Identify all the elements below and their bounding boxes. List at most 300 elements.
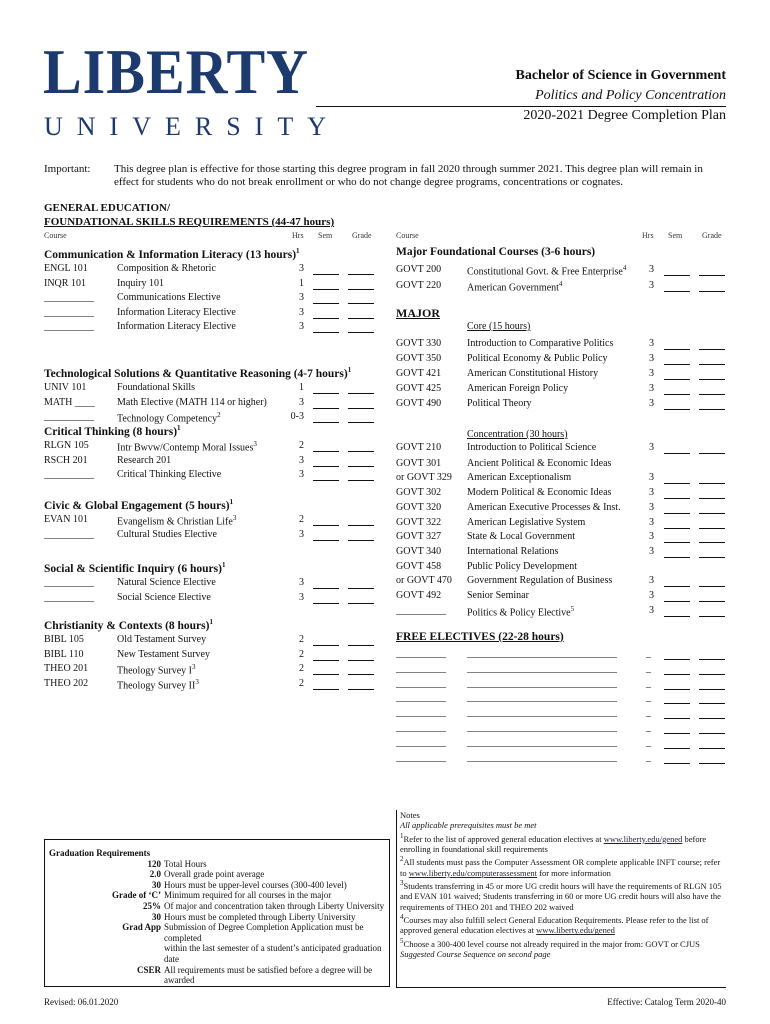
- grade-blank: [699, 275, 725, 276]
- sem-blank: [664, 409, 690, 410]
- left-section-title-5: [44, 618, 213, 632]
- free-elective-code-blank: __________: [396, 736, 446, 748]
- grade-blank: [699, 748, 725, 749]
- course-code: __________: [44, 411, 94, 423]
- grade-blank: [348, 332, 374, 333]
- course-name-sup: 3: [192, 663, 196, 672]
- course-name-text: American Government: [467, 282, 559, 294]
- free-elective-hrs-blank: _: [646, 662, 651, 674]
- course-name-text: Government Regulation of Business: [467, 575, 613, 586]
- grade-blank: [348, 466, 374, 467]
- sem-blank: [664, 542, 690, 543]
- course-name-text: Introduction to Comparative Politics: [467, 338, 614, 349]
- grad-req-row: [49, 890, 385, 901]
- gened-link-2[interactable]: www.liberty.edu/gened: [536, 925, 615, 936]
- section-title-text: Christianity & Contexts (8 hours): [44, 619, 210, 632]
- grade-blank: [699, 291, 725, 292]
- course-name-text: Natural Science Elective: [117, 577, 216, 588]
- course-code: __________: [44, 306, 94, 318]
- sem-blank: [313, 689, 339, 690]
- plan-title: 2020-2021 Degree Completion Plan: [523, 108, 726, 123]
- course-name: [467, 264, 626, 277]
- notes-box: [396, 810, 726, 988]
- course-code: ENGL 101: [44, 263, 88, 274]
- course-hours: 3: [649, 590, 654, 601]
- sem-blank: [313, 318, 339, 319]
- liberty-logo-wordmark: LIBERTY: [43, 35, 310, 108]
- course-hours: 2: [299, 677, 304, 689]
- course-name-text: Theology Survey II: [117, 680, 196, 692]
- sem-blank: [664, 557, 690, 558]
- col-grade-left: Grade: [352, 231, 372, 240]
- grade-blank: [699, 483, 725, 484]
- course-code: RSCH 201: [44, 454, 88, 466]
- course-hours: 0-3: [290, 411, 304, 423]
- course-name: [467, 353, 608, 364]
- left-section-title-4: [44, 561, 225, 575]
- grade-blank: [699, 542, 725, 543]
- course-code: INQR 101: [44, 277, 86, 289]
- sem-blank: [313, 645, 339, 646]
- course-code: MATH ____: [44, 396, 95, 408]
- free-elective-hrs-blank: _: [646, 722, 651, 733]
- grad-req-value: Minimum required for all courses in the major: [164, 890, 332, 901]
- course-name-text: Math Elective (MATH 114 or higher): [117, 396, 267, 408]
- sem-blank: [664, 718, 690, 719]
- course-hours: 3: [299, 528, 304, 540]
- course-hours: 2: [299, 648, 304, 660]
- course-name-text: Information Literacy Elective: [117, 306, 236, 318]
- course-name: [117, 634, 206, 645]
- free-elective-hrs-blank: _: [646, 677, 651, 689]
- sem-blank: [313, 451, 339, 452]
- course-name-text: Constitutional Govt. & Free Enterprise: [467, 266, 623, 278]
- grade-blank: [699, 364, 725, 365]
- course-name-text: Senior Seminar: [467, 590, 529, 601]
- grade-blank: [699, 733, 725, 734]
- computer-assessment-link[interactable]: www.liberty.edu/computerassessment: [408, 867, 538, 878]
- course-name: [117, 663, 196, 676]
- course-name: [467, 368, 598, 379]
- grade-blank: [699, 689, 725, 690]
- grade-blank: [348, 603, 374, 604]
- sem-blank: [313, 540, 339, 541]
- grade-blank: [699, 379, 725, 380]
- course-name: [117, 411, 221, 424]
- course-code: __________: [44, 292, 94, 304]
- course-name: [117, 514, 236, 527]
- course-name-text: Ancient Political & Economic Ideas: [467, 458, 612, 469]
- course-name-text: Social Science Elective: [117, 591, 211, 603]
- course-hours: 3: [649, 264, 654, 275]
- course-name: [117, 592, 211, 603]
- course-name-text: Cultural Studies Elective: [117, 528, 217, 540]
- course-name: [117, 307, 236, 318]
- free-elective-code-blank: __________: [396, 692, 446, 704]
- course-code: __________: [396, 605, 446, 616]
- course-name: [467, 575, 612, 586]
- degree-title: Bachelor of Science in Government: [515, 68, 726, 83]
- course-name: [117, 529, 217, 540]
- col-sem-left: Sem: [318, 231, 333, 240]
- course-name-text: Critical Thinking Elective: [117, 469, 222, 481]
- course-code: GOVT 327: [396, 531, 442, 542]
- revised-date: Revised: 06.01.2020: [44, 997, 119, 1007]
- grade-blank: [699, 586, 725, 587]
- concentration-label: Concentration (30 hours): [467, 429, 568, 440]
- course-hours: 2: [299, 634, 304, 645]
- grad-req-key: Grade of ‘C’: [112, 890, 161, 901]
- section-title-sup: 1: [229, 498, 234, 506]
- course-name-text: Composition & Rhetoric: [117, 263, 216, 274]
- sem-blank: [664, 394, 690, 395]
- course-code: __________: [44, 321, 94, 333]
- course-name: [117, 678, 199, 691]
- free-elective-code-blank: __________: [396, 722, 446, 733]
- course-hours: 3: [649, 383, 654, 394]
- section-title-text: Communication & Information Literacy (13 hours): [44, 248, 297, 261]
- sem-blank: [664, 275, 690, 276]
- free-elective-hrs-blank: _: [646, 707, 651, 719]
- course-name: [467, 442, 596, 453]
- course-name: [467, 517, 585, 528]
- grade-blank: [348, 274, 374, 275]
- col-sem-right: Sem: [668, 231, 683, 240]
- course-code: __________: [44, 591, 94, 603]
- course-name-text: State & Local Government: [467, 531, 576, 542]
- course-name: [467, 383, 568, 394]
- course-hours: 3: [299, 591, 304, 603]
- course-name: [467, 458, 611, 469]
- note-3: $^3$Students transferring in 45 or more UG credit hours will have the requirements of RLGN 105 and EVAN 101 waived; Students transferring in 60 or more UG credit hours will also have the requirements of THEO 201 and THEO 202 waived: [400, 879, 722, 912]
- course-name-text: Political Theory: [467, 398, 532, 409]
- course-hours: 2: [299, 514, 304, 525]
- col-course-right: Course: [396, 231, 419, 240]
- course-name-text: Introduction to Political Science: [467, 442, 597, 453]
- grad-req-row: [49, 912, 385, 923]
- grad-req-row: [49, 869, 385, 880]
- free-elective-hrs-blank: _: [646, 751, 651, 763]
- course-name: [467, 502, 621, 513]
- grad-req-row: [49, 880, 385, 891]
- course-hours: 1: [299, 382, 304, 393]
- course-code: GOVT 320: [396, 502, 442, 513]
- sem-blank: [664, 733, 690, 734]
- sem-blank: [664, 674, 690, 675]
- course-name-sup: 5: [570, 605, 575, 613]
- sem-blank: [664, 483, 690, 484]
- free-elective-name-blank: ______________________________: [467, 722, 617, 733]
- course-code: GOVT 340: [396, 546, 442, 557]
- grad-req-key: CSER: [136, 964, 161, 975]
- note-0: All applicable prerequisites must be met: [400, 820, 537, 831]
- course-name-text: American Legislative System: [467, 517, 586, 528]
- grade-blank: [348, 540, 374, 541]
- course-hours: 3: [299, 469, 304, 481]
- course-name-text: Political Economy & Public Policy: [467, 353, 608, 364]
- section-title-text: Social & Scientific Inquiry (6 hours): [44, 562, 222, 575]
- note-5: $^5$Choose a 300-400 level course not already required in the major from: GOVT or CJUS: [400, 936, 700, 949]
- course-name-sup: 4: [622, 264, 627, 272]
- grad-req-key: 30: [152, 879, 161, 890]
- course-hours: 3: [299, 292, 304, 304]
- sem-blank: [313, 422, 339, 423]
- course-hours: 3: [649, 338, 654, 349]
- course-name-text: American Exceptionalism: [467, 472, 572, 483]
- col-hrs-right: Hrs: [642, 231, 654, 240]
- course-name: [467, 472, 571, 483]
- course-hours: 3: [299, 577, 304, 588]
- course-name-text: Public Policy Development: [467, 561, 577, 572]
- graduation-requirements-box: [44, 839, 390, 987]
- section-title-text: Technological Solutions & Quantitative Reasoning (4-7 hours): [44, 367, 348, 380]
- course-name: [467, 561, 577, 572]
- course-code: GOVT 421: [396, 368, 442, 379]
- section-title-sup: 1: [296, 247, 300, 255]
- course-hours: 3: [649, 280, 654, 291]
- course-name: [117, 278, 164, 289]
- course-hours: 3: [649, 487, 654, 498]
- course-name-text: Theology Survey I: [117, 665, 192, 677]
- section-title-sup: 1: [347, 366, 352, 374]
- grad-req-row: [49, 859, 385, 870]
- section-title-sup: 1: [177, 424, 181, 432]
- course-name: [117, 321, 236, 332]
- sem-blank: [313, 525, 339, 526]
- sem-blank: [664, 291, 690, 292]
- gen-ed-heading-line2: FOUNDATIONAL SKILLS REQUIREMENTS (44-47 hours): [44, 216, 335, 228]
- course-hours: 3: [299, 263, 304, 274]
- sem-blank: [313, 603, 339, 604]
- notes-title: Notes: [400, 810, 420, 820]
- title-rule: [316, 106, 726, 107]
- course-code: THEO 201: [44, 663, 89, 675]
- free-elective-name-blank: ______________________________: [467, 707, 617, 719]
- course-name-text: Information Literacy Elective: [117, 321, 236, 333]
- course-code: THEO 202: [44, 677, 89, 689]
- course-name-text: Research 201: [117, 454, 172, 466]
- effective-term: Effective: Catalog Term 2020-40: [607, 997, 726, 1007]
- left-section-title-0: [44, 247, 300, 261]
- grad-req-value: Total Hours: [164, 858, 207, 869]
- grad-req-row: [49, 965, 385, 986]
- grad-req-row: [49, 901, 385, 912]
- free-electives-title: FREE ELECTIVES (22-28 hours): [396, 631, 564, 643]
- concentration-title: Politics and Policy Concentration: [535, 88, 726, 103]
- sem-blank: [664, 453, 690, 454]
- grad-req-value: Hours must be upper-level courses (300-400 level): [164, 879, 347, 890]
- grade-blank: [348, 588, 374, 589]
- col-hrs-left: Hrs: [292, 231, 304, 240]
- course-hours: 3: [299, 454, 304, 466]
- grade-blank: [348, 318, 374, 319]
- course-code: GOVT 210: [396, 442, 442, 453]
- grad-req-value: Overall grade point average: [164, 869, 265, 880]
- free-elective-code-blank: __________: [396, 677, 446, 689]
- col-course-left: Course: [44, 231, 67, 240]
- course-name-text: American Executive Processes & Inst.: [467, 502, 621, 513]
- free-elective-hrs-blank: _: [646, 692, 651, 704]
- sem-blank: [664, 659, 690, 660]
- free-elective-name-blank: ______________________________: [467, 692, 617, 704]
- sem-blank: [664, 689, 690, 690]
- mfc-title: Major Foundational Courses (3-6 hours): [396, 246, 596, 258]
- course-name: [117, 382, 195, 393]
- grade-blank: [348, 451, 374, 452]
- course-hours: 3: [649, 575, 654, 586]
- grade-blank: [699, 763, 725, 764]
- course-code: EVAN 101: [44, 514, 88, 525]
- free-elective-hrs-blank: _: [646, 648, 651, 659]
- course-name: [467, 398, 532, 409]
- sem-blank: [664, 379, 690, 380]
- core-label: Core (15 hours): [467, 321, 531, 332]
- left-section-title-2: [44, 424, 181, 438]
- course-hours: 3: [649, 517, 654, 528]
- course-name: [117, 577, 216, 588]
- course-name: [117, 440, 257, 453]
- sem-blank: [664, 763, 690, 764]
- grad-req-value: All requirements must be satisfied before a degree will be awarded: [164, 964, 373, 986]
- grade-blank: [699, 513, 725, 514]
- sem-blank: [664, 703, 690, 704]
- course-code: GOVT 425: [396, 383, 442, 394]
- sem-blank: [313, 303, 339, 304]
- course-code: GOVT 492: [396, 590, 442, 601]
- course-hours: 3: [649, 531, 654, 542]
- note-1: $^1$Refer to the list of approved general education electives at www.liberty.edu/gened before enrolling in foundational skill requirements: [400, 831, 707, 855]
- gened-link[interactable]: www.liberty.edu/gened: [603, 833, 683, 844]
- course-name-text: Inquiry 101: [117, 277, 164, 289]
- course-hours: 3: [299, 306, 304, 318]
- course-code: GOVT 220: [396, 280, 442, 291]
- free-elective-name-blank: ______________________________: [467, 677, 617, 689]
- course-name: [117, 649, 210, 660]
- free-elective-code-blank: __________: [396, 751, 446, 763]
- grad-req-key: [49, 943, 164, 964]
- course-name-text: Old Testament Survey: [117, 634, 207, 645]
- grad-req-row: [49, 943, 385, 964]
- course-hours: 3: [649, 398, 654, 409]
- grade-blank: [699, 674, 725, 675]
- grad-req-key: 120: [147, 858, 161, 869]
- course-hours: 3: [649, 353, 654, 364]
- grade-blank: [348, 289, 374, 290]
- course-name: [467, 338, 613, 349]
- course-hours: 3: [649, 442, 654, 453]
- course-name: [117, 469, 221, 480]
- course-name-sup: 3: [232, 514, 237, 522]
- course-name-sup: 2: [217, 411, 221, 420]
- sem-blank: [664, 586, 690, 587]
- course-code: GOVT 302: [396, 487, 442, 498]
- grad-req-key: 30: [152, 911, 161, 922]
- course-code: BIBL 105: [44, 634, 84, 645]
- grad-req-key: Grad App: [122, 922, 161, 933]
- course-name: [467, 531, 575, 542]
- note-6: Suggested Course Sequence on second page: [400, 949, 551, 960]
- course-code: or GOVT 329: [396, 472, 452, 483]
- grade-blank: [348, 660, 374, 661]
- course-name-text: American Foreign Policy: [467, 383, 569, 394]
- important-text: This degree plan is effective for those starting this degree program in fall 2020 through summer 2021. This degree plan will remain in effect for students who do not break enrollment or who do not change degree programs, concentrations or cognates.: [114, 163, 703, 188]
- course-hours: 2: [299, 663, 304, 675]
- course-code: GOVT 322: [396, 517, 442, 528]
- sem-blank: [313, 274, 339, 275]
- course-name-text: Evangelism & Christian Life: [117, 516, 233, 528]
- important-label: Important:: [44, 163, 91, 175]
- sem-blank: [313, 466, 339, 467]
- sem-blank: [313, 588, 339, 589]
- course-name-text: International Relations: [467, 546, 559, 557]
- course-name-sup: 4: [558, 280, 563, 288]
- free-elective-code-blank: __________: [396, 662, 446, 674]
- course-code: GOVT 330: [396, 338, 442, 349]
- grade-blank: [348, 525, 374, 526]
- grade-blank: [699, 616, 725, 617]
- grade-blank: [348, 303, 374, 304]
- course-hours: 3: [649, 368, 654, 379]
- sem-blank: [664, 364, 690, 365]
- sem-blank: [313, 393, 339, 394]
- course-name-text: American Constitutional History: [467, 368, 599, 379]
- course-code: __________: [44, 528, 94, 540]
- grade-blank: [699, 498, 725, 499]
- course-name-sup: 3: [253, 440, 257, 448]
- grad-req-value: within the last semester of a student’s anticipated graduation date: [164, 943, 382, 964]
- sem-blank: [313, 674, 339, 675]
- sem-blank: [664, 528, 690, 529]
- grade-blank: [348, 689, 374, 690]
- course-code: GOVT 301: [396, 458, 442, 469]
- grad-req-key: 2.0: [149, 869, 161, 880]
- section-title-text: Critical Thinking (8 hours): [44, 425, 178, 438]
- grade-blank: [699, 718, 725, 719]
- course-name: [117, 263, 216, 274]
- section-title-text: Civic & Global Engagement (5 hours): [44, 499, 230, 512]
- left-section-title-1: [44, 366, 351, 380]
- grade-blank: [699, 528, 725, 529]
- course-code: GOVT 350: [396, 353, 442, 364]
- course-code: GOVT 490: [396, 398, 442, 409]
- grade-blank: [699, 703, 725, 704]
- grade-blank: [348, 480, 374, 481]
- course-code: GOVT 200: [396, 264, 442, 275]
- sem-blank: [313, 408, 339, 409]
- course-code: GOVT 458: [396, 561, 442, 572]
- course-code: RLGN 105: [44, 440, 89, 451]
- gen-ed-heading-line1: GENERAL EDUCATION/: [44, 202, 171, 214]
- free-elective-code-blank: __________: [396, 707, 446, 719]
- course-code: __________: [44, 469, 94, 481]
- free-elective-name-blank: ______________________________: [467, 662, 617, 674]
- course-name: [117, 292, 221, 303]
- major-title: MAJOR: [396, 306, 440, 320]
- grade-blank: [348, 408, 374, 409]
- free-elective-name-blank: ______________________________: [467, 736, 617, 748]
- sem-blank: [664, 601, 690, 602]
- grade-blank: [699, 453, 725, 454]
- course-hours: 3: [649, 605, 654, 616]
- course-hours: 3: [299, 396, 304, 408]
- note-2: $^2$All students must pass the Computer Assessment OR complete applicable INFT course; refer to www.liberty.edu/computerassessment for more information: [400, 855, 721, 878]
- grad-req-value: Submission of Degree Completion Application must be completed: [164, 922, 364, 943]
- sem-blank: [664, 748, 690, 749]
- course-hours: 3: [649, 472, 654, 483]
- sem-blank: [664, 498, 690, 499]
- course-name-text: Modern Political & Economic Ideas: [467, 487, 612, 498]
- sem-blank: [313, 660, 339, 661]
